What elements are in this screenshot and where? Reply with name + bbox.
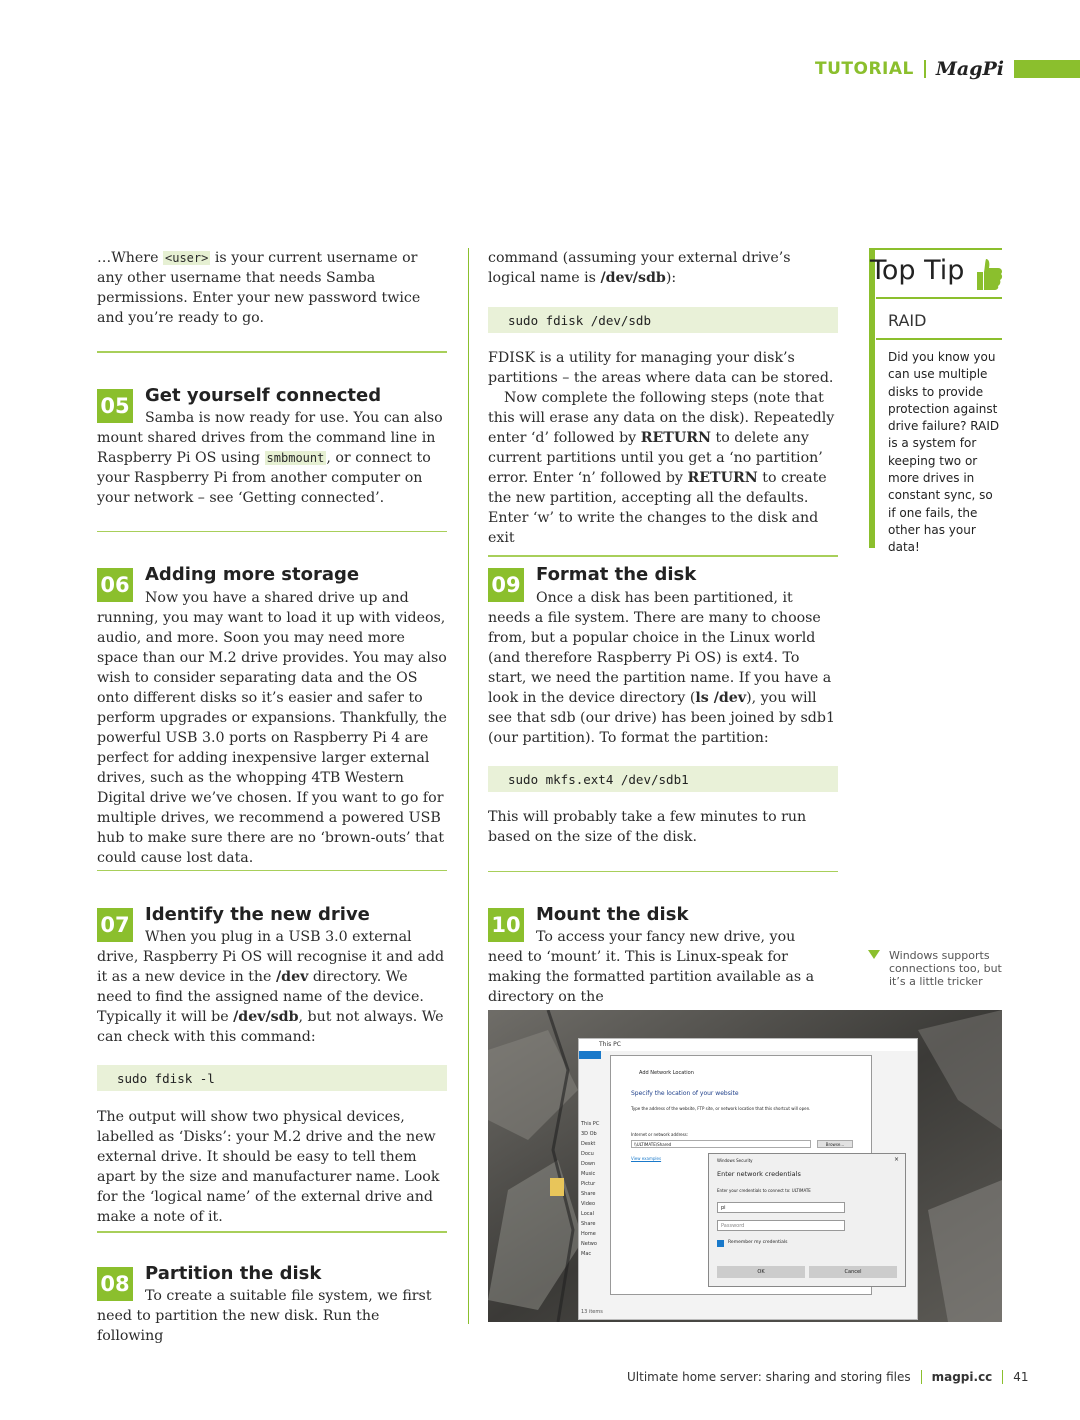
step-number: 10	[488, 908, 524, 942]
section-rule	[97, 1231, 447, 1233]
password-input[interactable]: Password	[717, 1220, 845, 1231]
address-input[interactable]: \\ULTIMATE\Shared	[631, 1140, 811, 1148]
image-caption: Windows supports connections too, but it’s a little tricker	[889, 949, 1002, 988]
step-number: 06	[97, 568, 133, 602]
page-number: 41	[1013, 1370, 1029, 1384]
section-label: TUTORIAL	[815, 59, 914, 79]
view-examples-link[interactable]: View examples	[631, 1156, 662, 1161]
dialog-description: Type the address of the website, FTP site, or network location that this shortcut will open.	[631, 1106, 811, 1111]
footer-site[interactable]: magpi.cc	[931, 1370, 993, 1384]
footer-divider	[1002, 1370, 1003, 1384]
header-accent-bar	[1014, 60, 1080, 78]
step-body: The output will show two physical devices, labelled as ‘Disks’: your M.2 drive and the new external drive. It should be easy to tell them apart by the size and manufacturer name. Look for the ‘logical name’ of the external drive and make a note of it.	[97, 1109, 440, 1225]
step-body: Samba is now ready for use. You can also mount shared drives from the command line in Raspberry Pi OS using smbmount , or connect to your Raspberry Pi from another computer on your network – see ‘Getting connected’.	[97, 410, 443, 506]
code-block: sudo mkfs.ext4 /dev/sdb1	[488, 766, 838, 792]
page-header	[815, 58, 1080, 80]
footer-divider	[921, 1370, 922, 1384]
section-rule	[97, 870, 447, 871]
security-title: Windows Security	[717, 1158, 753, 1163]
step-title: Identify the new drive	[145, 904, 370, 925]
security-description: Enter your credentials to connect to: ULTIMATE	[717, 1188, 811, 1193]
section-rule	[97, 351, 447, 353]
username-input[interactable]: pi	[717, 1202, 845, 1213]
step-title: Partition the disk	[145, 1263, 322, 1284]
address-label: Internet or network address:	[631, 1132, 689, 1137]
windows-screenshot	[488, 1010, 1002, 1322]
step-number: 07	[97, 908, 133, 942]
section-rule	[97, 531, 447, 532]
toptip-side-bar	[869, 248, 875, 548]
file-tab[interactable]	[579, 1051, 601, 1059]
step-body: When you plug in a USB 3.0 external drive, Raspberry Pi OS will recognise it and add it as a new device in the /dev directory. We need to find the assigned name of the device. Typically it will be /dev/sdb, but not always. We can check with this command:	[97, 929, 445, 1045]
step-number: 08	[97, 1267, 133, 1301]
remember-label: Remember my credentials	[728, 1240, 788, 1245]
col2-paragraph: FDISK is a utility for managing your disk’s partitions – the areas where data can be stored. Now complete the following steps (note that this will erase any data on the disk). Repeatedly enter ‘d’ followed by RETURN to delete any current partitions until you get a ‘no partition’ error. Enter ‘n’ followed by RETURN to create the new partition, accepting all the defaults. Enter ‘w’ to write the changes to the disk and exit	[488, 350, 835, 546]
inline-code: smbmount	[266, 451, 325, 465]
ok-button[interactable]: OK	[717, 1266, 805, 1278]
step-body: To access your fancy new drive, you need to ‘mount’ it. This is Linux-speak for making the formatted partition available as a directory on the	[488, 929, 815, 1005]
step-number: 05	[97, 389, 133, 423]
step-body: This will probably take a few minutes to run based on the size of the disk.	[488, 809, 807, 845]
page-footer	[627, 1370, 1029, 1384]
explorer-titlebar: This PC	[579, 1039, 917, 1051]
step-body: To create a suitable file system, we first need to partition the new disk. Run the following	[97, 1288, 432, 1344]
step-number: 09	[488, 568, 524, 602]
thumbs-up-icon	[976, 257, 1004, 293]
item-count: 13 items	[581, 1309, 603, 1315]
cancel-button[interactable]: Cancel	[809, 1266, 897, 1278]
code-block: sudo fdisk /dev/sdb	[488, 307, 838, 333]
col2-paragraph: command (assuming your external drive’s logical name is /dev/sdb):	[488, 250, 791, 286]
security-heading: Enter network credentials	[717, 1170, 801, 1178]
magpi-logo: MagPi	[935, 58, 1004, 80]
step-body: Now you have a shared drive up and running, you may want to load it up with videos, audio, and more. Soon you may need more space than our M.2 drive provides. You may also wish to consider separating data and the OS onto different disks so it’s easier and safer to perform upgrades or expansions. Thankfully, the powerful USB 3.0 ports on Raspberry Pi 4 are perfect for adding inexpensive larger external drives, such as the whopping 4TB Western Digital drive we’ve chosen. If you want to go for multiple drives, we recommend a powered USB hub to make sure there are no ‘brown-outs’ that could cause lost data.	[97, 590, 447, 866]
close-icon[interactable]: ×	[893, 1156, 899, 1163]
step-title: Adding more storage	[145, 564, 360, 585]
inline-code: <user>	[165, 251, 209, 265]
intro-paragraph: …Where <user> is your current username or any other username that needs Samba permissions. Enter your new password twice and you’re ready to go.	[97, 250, 421, 326]
caption-triangle-icon	[868, 950, 880, 960]
step-title: Get yourself connected	[145, 385, 382, 406]
browse-button[interactable]: Browse...	[817, 1140, 853, 1148]
step-body: Once a disk has been partitioned, it needs a file system. There are many to choose from, but a popular choice in the Linux world (and therefore Raspberry Pi OS) is ext4. To start, we need the partition name. If you have a look in the device directory (ls /dev), you will see that sdb (our drive) has been joined by sdb1 (our partition). To format the partition:	[488, 590, 835, 746]
header-divider	[924, 60, 926, 78]
toptip-title: Top Tip	[870, 255, 965, 286]
step-title: Mount the disk	[536, 904, 689, 925]
dialog-title: Add Network Location	[639, 1070, 694, 1076]
toptip-rule	[876, 338, 1002, 340]
toptip-top-rule	[869, 248, 1002, 250]
code-block: sudo fdisk -l	[97, 1065, 447, 1091]
toptip-body: Did you know you can use multiple disks to provide protection against drive failure? RAID is a system for keeping two or more drives in constant sync, so if one fails, the other has your data!	[888, 350, 1000, 555]
footer-title: Ultimate home server: sharing and storing files	[627, 1370, 911, 1384]
windows-security-dialog	[708, 1153, 906, 1287]
step-title: Format the disk	[536, 564, 697, 585]
dialog-heading: Specify the location of your website	[631, 1090, 739, 1097]
toptip-heading: RAID	[888, 311, 927, 330]
explorer-sidebar: This PC 3D Ob Deskt Docu Down Music Pictur Share Video Local Share Home Netwo Mac	[581, 1121, 600, 1257]
remember-checkbox[interactable]	[717, 1240, 724, 1247]
section-rule	[488, 871, 838, 872]
toptip-rule	[876, 297, 1002, 299]
section-rule	[488, 555, 838, 557]
desktop-folder-icon[interactable]	[550, 1178, 564, 1196]
column-divider	[468, 248, 469, 1324]
